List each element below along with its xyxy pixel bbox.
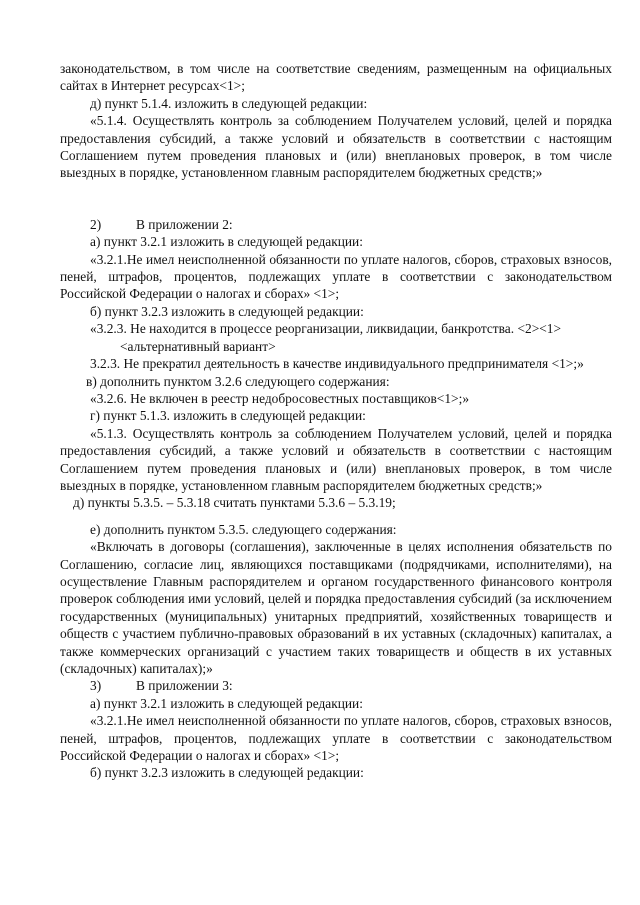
quote-3-2-1: «3.2.1.Не имел неисполненной обязанности по уплате налогов, сборов, страховых взносов, пеней, штрафов, процентов, подлежащих уплате в соответствии с законодательством Российской Федерации о налогах и сборах» <1>; bbox=[60, 713, 612, 764]
item-e-heading: е) дополнить пунктом 5.3.5. следующего содержания: bbox=[90, 521, 397, 537]
item-b-heading: б) пункт 3.2.3 изложить в следующей редакции: bbox=[90, 765, 364, 781]
item-a-heading: а) пункт 3.2.1 изложить в следующей редакции: bbox=[90, 695, 363, 711]
section-number: 3) bbox=[90, 678, 102, 694]
section-number: 2) bbox=[90, 216, 102, 232]
item-d-heading: д) пункт 5.1.4. изложить в следующей редакции: bbox=[90, 95, 368, 111]
item-b-heading: б) пункт 3.2.3 изложить в следующей редакции: bbox=[90, 303, 364, 319]
alternative-variant-label: <альтернативный вариант> bbox=[120, 338, 276, 354]
section-appendix-3 bbox=[60, 677, 612, 694]
item-v-heading: в) дополнить пунктом 3.2.6 следующего содержания: bbox=[86, 373, 390, 389]
quote-5-1-4: «5.1.4. Осуществлять контроль за соблюдением Получателем условий, целей и порядка предоставления субсидий, а также условий и обязательств в соответствии с настоящим Соглашением путем проведения плановых и (или) внеплановых проверок, в том числе выездных в порядке, установленном главным распорядителем бюджетных средств;» bbox=[60, 113, 612, 181]
quote-5-1-3: «5.1.3. Осуществлять контроль за соблюдением Получателем условий, целей и порядка предоставления субсидий, а также условий и обязательств в соответствии с настоящим Соглашением путем проведения плановых и (или) внеплановых проверок, в том числе выездных в порядке, установленном главным распорядителем бюджетных средств;» bbox=[60, 425, 612, 493]
item-g-heading: г) пункт 5.1.3. изложить в следующей редакции: bbox=[90, 408, 366, 424]
section-appendix-2 bbox=[60, 216, 612, 233]
section-title: В приложении 3: bbox=[136, 678, 233, 694]
quote-3-2-3-alt: 3.2.3. Не прекратил деятельность в качестве индивидуального предпринимателя <1>;» bbox=[90, 356, 584, 372]
quote-3-2-1: «3.2.1.Не имел неисполненной обязанности по уплате налогов, сборов, страховых взносов, пеней, штрафов, процентов, подлежащих уплате в соответствии с законодательством Российской Федерации о налогах и сборах» <1>; bbox=[60, 251, 612, 302]
quote-5-3-5: «Включать в договоры (соглашения), заключенные в целях исполнения обязательств по Соглашению, согласие лиц, являющихся поставщиками (подрядчиками, исполнителями), на осуществление Главным распорядителем и органом государственного финансового контроля проверок соблюдения ими условий, целей и порядка предоставления субсидий (за исключением государственных (муниципальных) унитарных предприятий, хозяйственных товариществ и обществ с участием публично-правовых образований в их уставных (складочных) капиталах, а также коммерческих организаций с участием таких товариществ и обществ в их уставных (складочных) капиталах);» bbox=[60, 539, 612, 676]
quote-3-2-3: «3.2.3. Не находится в процессе реорганизации, ликвидации, банкротства. <2><1> bbox=[90, 321, 562, 337]
item-a-heading: а) пункт 3.2.1 изложить в следующей редакции: bbox=[90, 234, 363, 250]
section-title: В приложении 2: bbox=[136, 216, 233, 232]
item-d2-renumber: д) пункты 5.3.5. – 5.3.18 считать пунктами 5.3.6 – 5.3.19; bbox=[73, 495, 396, 511]
paragraph-continuation: законодательством, в том числе на соответствие сведениям, размещенным на официальных сайтах в Интернет ресурсах<1>; bbox=[60, 61, 612, 94]
quote-3-2-6: «3.2.6. Не включен в реестр недобросовестных поставщиков<1>;» bbox=[90, 390, 470, 406]
